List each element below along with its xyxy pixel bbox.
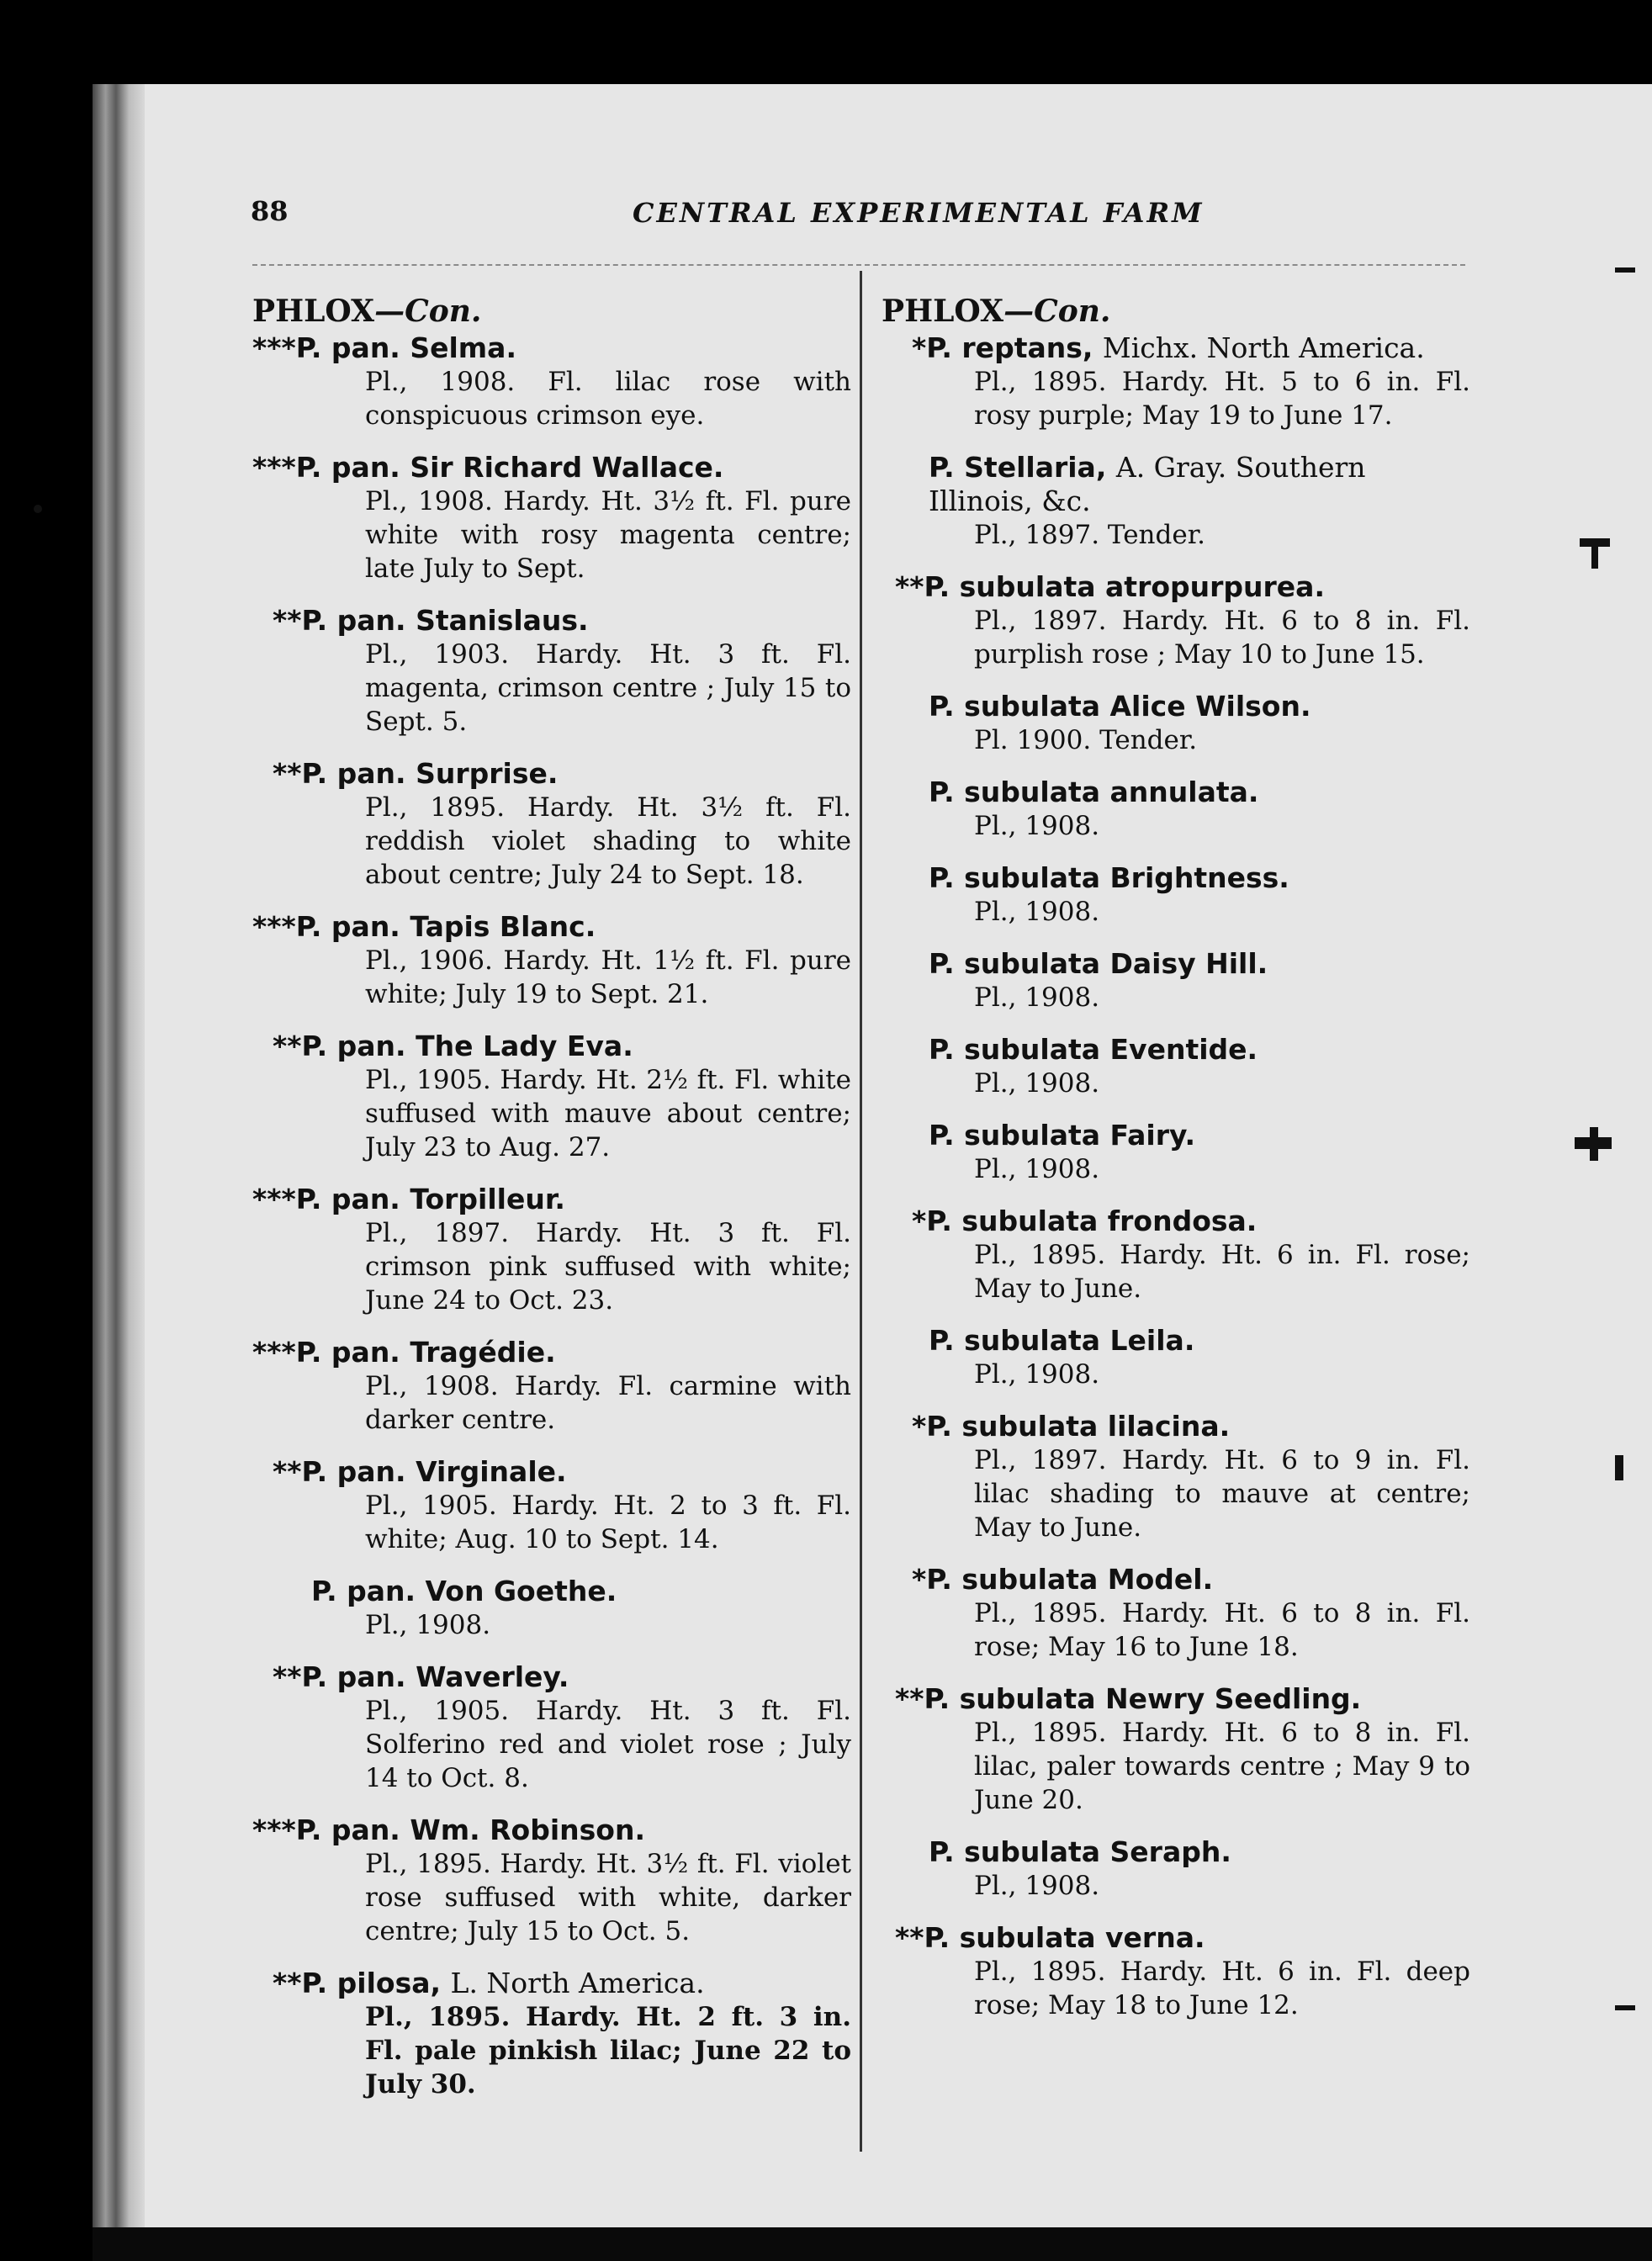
- entry-description: Pl., 1908.: [974, 1154, 1100, 1184]
- plant-entry: [273, 757, 851, 892]
- plant-entry: [273, 1967, 851, 2101]
- column-divider: [860, 271, 862, 2152]
- plant-entry: [929, 861, 1470, 929]
- plant-entry: [895, 570, 1470, 671]
- entry-description: Pl., 1895. Hardy. Ht. 2 ft. 3 in. Fl. pale pinkish lilac; June 22 to July 30.: [365, 2002, 851, 2100]
- heading-suffix: —Con.: [374, 294, 482, 329]
- plant-entry: [252, 1183, 851, 1317]
- plant-entry: [311, 1575, 851, 1642]
- entry-name-text: P. Stellaria,: [929, 451, 1107, 484]
- scan-artifact: [1591, 538, 1598, 569]
- entry-name: ***P. pan. Wm. Robinson.: [252, 1814, 645, 1846]
- entry-description: Pl., 1908.: [974, 897, 1100, 927]
- entry-name: P. subulata annulata.: [929, 776, 1259, 808]
- entry-name: P. subulata Alice Wilson.: [929, 690, 1311, 723]
- entry-name: ***P. pan. Tapis Blanc.: [252, 910, 596, 943]
- entry-name: **P. pan. Virginale.: [273, 1455, 567, 1488]
- entry-name-text: **P. pilosa,: [273, 1967, 442, 1999]
- entry-name: P. pan. Von Goethe.: [311, 1575, 617, 1607]
- right-column: [882, 293, 1470, 2022]
- entry-description: Pl., 1895. Hardy. Ht. 3½ ft. Fl. reddish violet shading to white about centre; July 24 to Sept. 18.: [365, 792, 851, 890]
- entry-name: P. subulata Fairy.: [929, 1119, 1195, 1152]
- entry-description: Pl., 1895. Hardy. Ht. 6 in. Fl. deep rose; May 18 to June 12.: [974, 1957, 1470, 2020]
- plant-entry: [929, 690, 1470, 757]
- entry-description: Pl., 1908. Hardy. Ht. 3½ ft. Fl. pure white with rosy magenta centre; late July to Sept.: [365, 486, 851, 584]
- plant-entry: [912, 331, 1470, 432]
- entry-description: Pl., 1908.: [974, 982, 1100, 1013]
- plant-entry: [273, 604, 851, 739]
- entry-name: ***P. pan. Sir Richard Wallace.: [252, 451, 724, 484]
- entry-description: Pl., 1908. Fl. lilac rose with conspicuous crimson eye.: [365, 367, 851, 431]
- plant-entry: [929, 947, 1470, 1014]
- entry-description: Pl., 1905. Hardy. Ht. 3 ft. Fl. Solferino red and violet rose ; July 14 to Oct. 8.: [365, 1696, 851, 1793]
- entry-author: L. North America.: [450, 1967, 705, 1999]
- plant-entry: [273, 1455, 851, 1556]
- entry-author: Michx. North America.: [1102, 331, 1425, 364]
- entry-description: Pl., 1895. Hardy. Ht. 6 in. Fl. rose; May to June.: [974, 1240, 1470, 1304]
- entry-description: Pl., 1906. Hardy. Ht. 1½ ft. Fl. pure white; July 19 to Sept. 21.: [365, 945, 851, 1009]
- entry-description: Pl., 1905. Hardy. Ht. 2½ ft. Fl. white suffused with mauve about centre; July 23 to Aug. 27.: [365, 1065, 851, 1162]
- running-title: CENTRAL EXPERIMENTAL FARM: [633, 197, 1205, 229]
- plant-entry: [273, 1660, 851, 1795]
- heading-genus: PHLOX: [882, 294, 1004, 329]
- scan-artifact: [1615, 2005, 1635, 2010]
- column-heading: [882, 293, 1470, 330]
- plant-entry: [252, 451, 851, 585]
- entry-name: ***P. pan. Torpilleur.: [252, 1183, 565, 1215]
- header-rule: [252, 264, 1465, 266]
- entry-name: **P. pan. Surprise.: [273, 757, 559, 790]
- scan-artifact: [1615, 267, 1635, 273]
- entry-description: Pl., 1908.: [365, 1610, 491, 1640]
- entry-description: Pl., 1908.: [974, 1359, 1100, 1390]
- entry-name: [273, 1967, 851, 2000]
- entry-name: [929, 451, 1470, 518]
- entry-description: Pl., 1895. Hardy. Ht. 6 to 8 in. Fl. lilac, paler towards centre ; May 9 to June 20.: [974, 1718, 1470, 1815]
- column-heading: [252, 293, 851, 330]
- entry-description: Pl., 1897. Tender.: [974, 520, 1205, 550]
- plant-entry: [929, 1324, 1470, 1391]
- entry-name: P. subulata Leila.: [929, 1324, 1195, 1357]
- plant-entry: [252, 331, 851, 432]
- plant-entry: [929, 1835, 1470, 1903]
- plant-entry: [895, 1921, 1470, 2022]
- entry-description: Pl., 1897. Hardy. Ht. 6 to 8 in. Fl. purplish rose ; May 10 to June 15.: [974, 606, 1470, 670]
- entry-name: *P. subulata frondosa.: [912, 1205, 1258, 1237]
- plant-entry: [929, 776, 1470, 843]
- heading-genus: PHLOX: [252, 294, 375, 329]
- plant-entry: [929, 1119, 1470, 1186]
- plant-entry: [929, 451, 1470, 552]
- entry-description: Pl., 1897. Hardy. Ht. 3 ft. Fl. crimson pink suffused with white; June 24 to Oct. 23.: [365, 1218, 851, 1316]
- entry-author: A. Gray. Southern Illinois, &c.: [929, 451, 1366, 517]
- scan-artifact: [1590, 1127, 1598, 1161]
- entry-description: Pl., 1903. Hardy. Ht. 3 ft. Fl. magenta, crimson centre ; July 15 to Sept. 5.: [365, 639, 851, 737]
- entry-name: **P. subulata atropurpurea.: [895, 570, 1325, 603]
- plant-entry: [912, 1410, 1470, 1544]
- heading-suffix: —Con.: [1003, 294, 1111, 329]
- entry-name: **P. subulata Newry Seedling.: [895, 1682, 1362, 1715]
- plant-entry: [912, 1205, 1470, 1305]
- entry-description: Pl., 1905. Hardy. Ht. 2 to 3 ft. Fl. white; Aug. 10 to Sept. 14.: [365, 1491, 851, 1554]
- plant-entry: [273, 1030, 851, 1164]
- entry-name: [912, 331, 1470, 365]
- entry-name: P. subulata Daisy Hill.: [929, 947, 1268, 980]
- plant-entry: [929, 1033, 1470, 1100]
- entry-name: ***P. pan. Tragédie.: [252, 1336, 556, 1369]
- entry-description: Pl., 1895. Hardy. Ht. 6 to 8 in. Fl. rose; May 16 to June 18.: [974, 1598, 1470, 1662]
- scan-artifact: [34, 505, 42, 513]
- scan-artifact: [1615, 1455, 1623, 1480]
- entry-description: Pl., 1895. Hardy. Ht. 5 to 6 in. Fl. rosy purple; May 19 to June 17.: [974, 367, 1470, 431]
- entry-name: *P. subulata Model.: [912, 1563, 1214, 1596]
- plant-entry: [252, 1814, 851, 1948]
- plant-entry: [252, 1336, 851, 1437]
- entry-name: **P. pan. Stanislaus.: [273, 604, 589, 637]
- entry-description: Pl., 1895. Hardy. Ht. 3½ ft. Fl. violet rose suffused with white, darker centre; July 15 to Oct. 5.: [365, 1849, 851, 1946]
- entry-description: Pl., 1908. Hardy. Fl. carmine with darker centre.: [365, 1371, 851, 1435]
- plant-entry: [895, 1682, 1470, 1817]
- entry-description: Pl., 1908.: [974, 1871, 1100, 1901]
- entry-name: *P. subulata lilacina.: [912, 1410, 1231, 1443]
- entry-name: P. subulata Seraph.: [929, 1835, 1231, 1868]
- entry-name: ***P. pan. Selma.: [252, 331, 516, 364]
- entry-name: P. subulata Eventide.: [929, 1033, 1258, 1066]
- entry-name: P. subulata Brightness.: [929, 861, 1289, 894]
- plant-entry: [252, 910, 851, 1011]
- entry-description: Pl. 1900. Tender.: [974, 725, 1198, 755]
- entry-description: Pl., 1908.: [974, 1068, 1100, 1099]
- entry-description: Pl., 1908.: [974, 811, 1100, 841]
- entry-name: **P. subulata verna.: [895, 1921, 1205, 1954]
- page-bottom-shadow: [93, 2227, 1652, 2261]
- entry-name-text: *P. reptans,: [912, 331, 1093, 364]
- left-column: [252, 293, 851, 2101]
- entry-description: Pl., 1897. Hardy. Ht. 6 to 9 in. Fl. lilac shading to mauve at centre; May to June.: [974, 1445, 1470, 1543]
- page-number: 88: [251, 195, 289, 227]
- entry-name: **P. pan. Waverley.: [273, 1660, 569, 1693]
- plant-entry: [912, 1563, 1470, 1664]
- book-spine: [93, 84, 145, 2237]
- entry-name: **P. pan. The Lady Eva.: [273, 1030, 633, 1062]
